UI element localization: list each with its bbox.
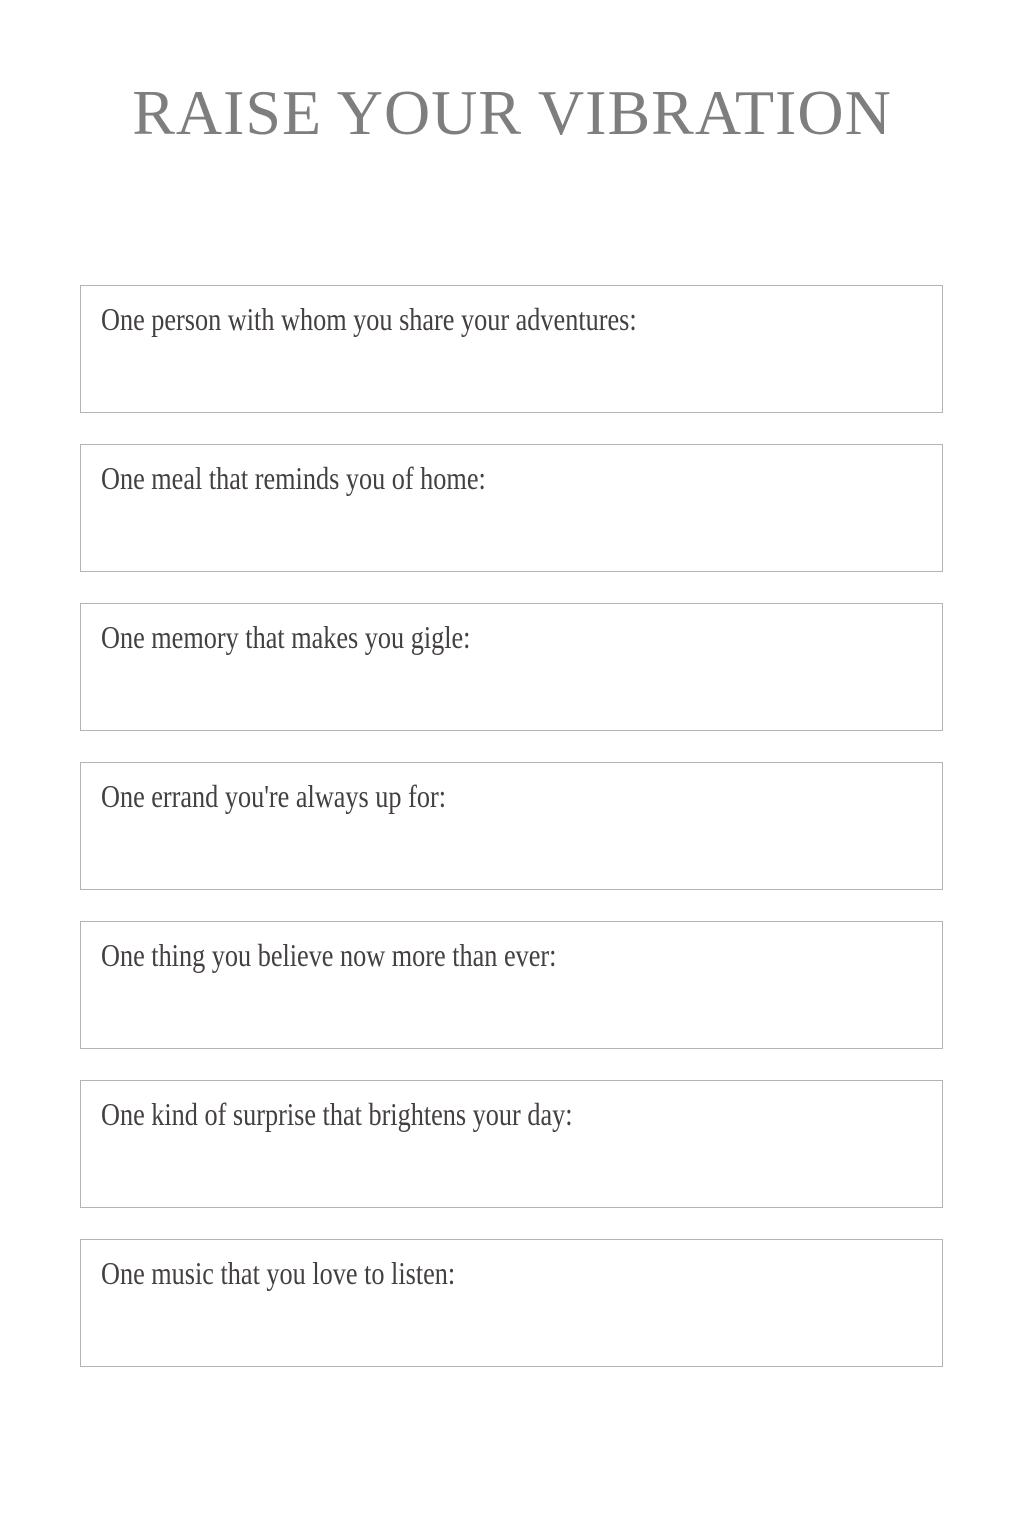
answer-box-memory[interactable] (80, 603, 943, 731)
prompt-label-surprise: One kind of surprise that brightens your day: (101, 1096, 573, 1132)
prompt-label-person: One person with whom you share your adventures: (101, 301, 637, 337)
prompt-label-music: One music that you love to listen: (101, 1255, 456, 1291)
prompt-label-memory: One memory that makes you gigle: (101, 619, 471, 655)
answer-box-meal[interactable] (80, 444, 943, 572)
answer-box-belief[interactable] (80, 921, 943, 1049)
prompt-label-errand: One errand you're always up for: (101, 778, 446, 814)
prompt-label-belief: One thing you believe now more than ever: (101, 937, 557, 973)
answer-box-errand[interactable] (80, 762, 943, 890)
prompt-list (80, 285, 943, 1367)
page-title: RAISE YOUR VIBRATION (132, 77, 892, 148)
answer-box-person[interactable] (80, 285, 943, 413)
answer-box-music[interactable] (80, 1239, 943, 1367)
prompt-label-meal: One meal that reminds you of home: (101, 460, 486, 496)
answer-box-surprise[interactable] (80, 1080, 943, 1208)
